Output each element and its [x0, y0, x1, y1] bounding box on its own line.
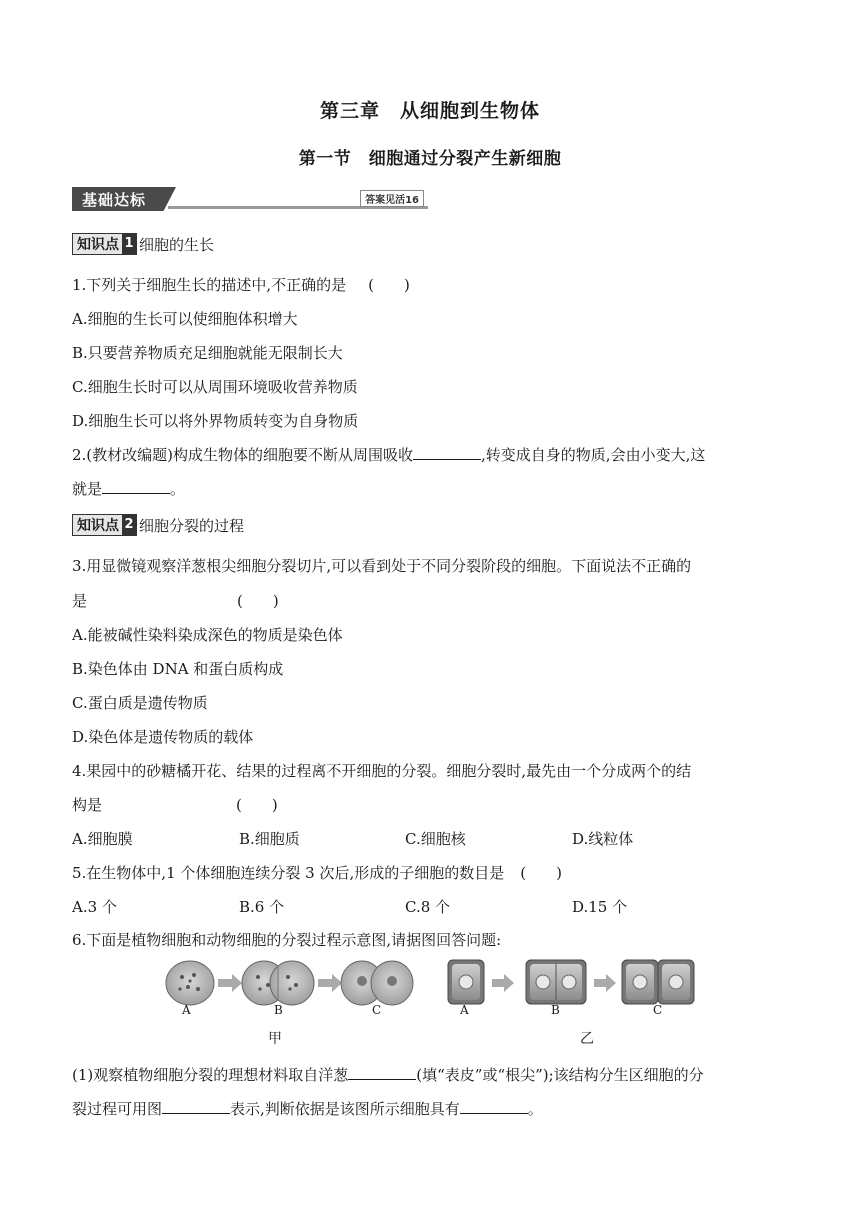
q2-text-2: ,转变成自身的物质,会由小变大,这 [481, 446, 706, 464]
q4-option-b: B.细胞质 [239, 830, 300, 848]
q6-1-text-5: 。 [527, 1100, 543, 1118]
chapter-title: 第三章 从细胞到生物体 [319, 100, 540, 122]
figure-jia-cell-b [242, 961, 314, 1005]
fill-blank[interactable] [413, 445, 481, 460]
q6-1-text-3: 裂过程可用图 [72, 1100, 163, 1118]
arrow-icon [318, 974, 342, 992]
q1-option-d: D.细胞生长可以将外界物质转变为自身物质 [72, 412, 359, 430]
question-2-line-2 [72, 478, 185, 499]
kp-number: 1 [122, 234, 136, 254]
question-6-1-line-2 [72, 1098, 543, 1119]
q6-1-text-2: (填“表皮”或“根尖”);该结构分生区细胞的分 [416, 1066, 704, 1084]
answer-paren: ( ) [520, 864, 562, 882]
q2-text-1: 2.(教材改编题)构成生物体的细胞要不断从周围吸收 [72, 446, 414, 464]
kp-badge [72, 514, 137, 536]
q3-option-b: B.染色体由 DNA 和蛋白质构成 [72, 660, 284, 678]
figure-yi-caption: 乙 [580, 1031, 594, 1047]
question-4-line-1: 4.果园中的砂糖橘开花、结果的过程离不开细胞的分裂。细胞分裂时,最先由一个分成两个的结 [72, 762, 692, 780]
figure-jia-caption: 甲 [268, 1031, 282, 1047]
figure-yi-label-b: B [551, 1003, 560, 1017]
question-2-line-1 [72, 444, 705, 465]
kp-number: 2 [122, 515, 136, 535]
q5-option-c: C.8 个 [405, 898, 451, 916]
q6-1-text-4: 表示,判断依据是该图所示细胞具有 [230, 1100, 460, 1118]
kp-badge-text: 知识点 [77, 237, 119, 253]
figure-yi-label-a: A [460, 1003, 469, 1017]
q4-option-c: C.细胞核 [405, 830, 466, 848]
q4-option-d: D.线粒体 [572, 830, 634, 848]
figure-jia-cell-c [341, 961, 413, 1005]
arrow-icon [594, 974, 616, 992]
knowledge-point-2 [72, 514, 244, 536]
q1-option-c: C.细胞生长时可以从周围环境吸收营养物质 [72, 378, 358, 396]
fill-blank[interactable] [162, 1099, 230, 1114]
question-5-stem [72, 862, 562, 883]
figure-yi-cell-c [622, 960, 694, 1004]
question-6-stem: 6.下面是植物细胞和动物细胞的分裂过程示意图,请据图回答问题: [72, 931, 502, 949]
figure-jia-cell-a [166, 961, 214, 1005]
question-1-stem [72, 274, 410, 295]
q3-option-a: A.能被碱性染料染成深色的物质是染色体 [72, 626, 343, 644]
banner-label: 基础达标 [82, 191, 147, 209]
question-6-1-line-1 [72, 1064, 704, 1085]
figure-yi-cell-b [526, 960, 586, 1004]
kp-badge-text: 知识点 [77, 518, 119, 534]
question-3-line-2 [72, 590, 279, 611]
kp-title: 细胞的生长 [139, 235, 215, 254]
q5-option-a: A.3 个 [72, 898, 117, 916]
kp-badge [72, 233, 137, 255]
cell-division-figure [160, 955, 720, 1055]
figure-yi-cell-a [448, 960, 484, 1004]
q5-option-d: D.15 个 [572, 898, 628, 916]
question-3-line-1: 3.用显微镜观察洋葱根尖细胞分裂切片,可以看到处于不同分裂阶段的细胞。下面说法不正确的 [72, 557, 692, 575]
q3-option-d: D.染色体是遗传物质的载体 [72, 728, 254, 746]
q3-stem-text: 是 [72, 592, 88, 610]
cell-division-diagram [160, 955, 720, 1015]
section-title: 第一节 细胞通过分裂产生新细胞 [298, 149, 562, 169]
basic-practice-banner [72, 187, 428, 211]
answer-paren: ( ) [237, 592, 279, 610]
arrow-icon [218, 974, 242, 992]
answer-paren: ( ) [368, 276, 410, 294]
q1-option-a: A.细胞的生长可以使细胞体积增大 [72, 310, 298, 328]
answer-paren: ( ) [236, 796, 278, 814]
question-4-line-2 [72, 794, 278, 815]
q1-option-b: B.只要营养物质充足细胞就能无限制长大 [72, 344, 343, 362]
answer-reference: 答案见活16 [360, 190, 424, 207]
figure-jia-label-a: A [182, 1003, 191, 1017]
fill-blank[interactable] [460, 1099, 528, 1114]
q4-stem-text: 构是 [72, 796, 103, 814]
q6-1-text-1: (1)观察植物细胞分裂的理想材料取自洋葱 [72, 1066, 349, 1084]
fill-blank[interactable] [102, 479, 170, 494]
q2-text-4: 。 [170, 480, 186, 498]
figure-yi-label-c: C [653, 1003, 663, 1017]
q5-stem-text: 5.在生物体中,1 个体细胞连续分裂 3 次后,形成的子细胞的数目是 [72, 864, 505, 882]
figure-jia-label-b: B [274, 1003, 283, 1017]
q3-option-c: C.蛋白质是遗传物质 [72, 694, 208, 712]
q2-text-3: 就是 [72, 480, 103, 498]
kp-title: 细胞分裂的过程 [139, 516, 245, 535]
knowledge-point-1 [72, 233, 214, 255]
fill-blank[interactable] [348, 1065, 416, 1080]
q1-stem-text: 1.下列关于细胞生长的描述中,不正确的是 [72, 276, 347, 294]
q4-option-a: A.细胞膜 [72, 830, 133, 848]
figure-jia-label-c: C [372, 1003, 382, 1017]
arrow-icon [492, 974, 514, 992]
q5-option-b: B.6 个 [239, 898, 285, 916]
